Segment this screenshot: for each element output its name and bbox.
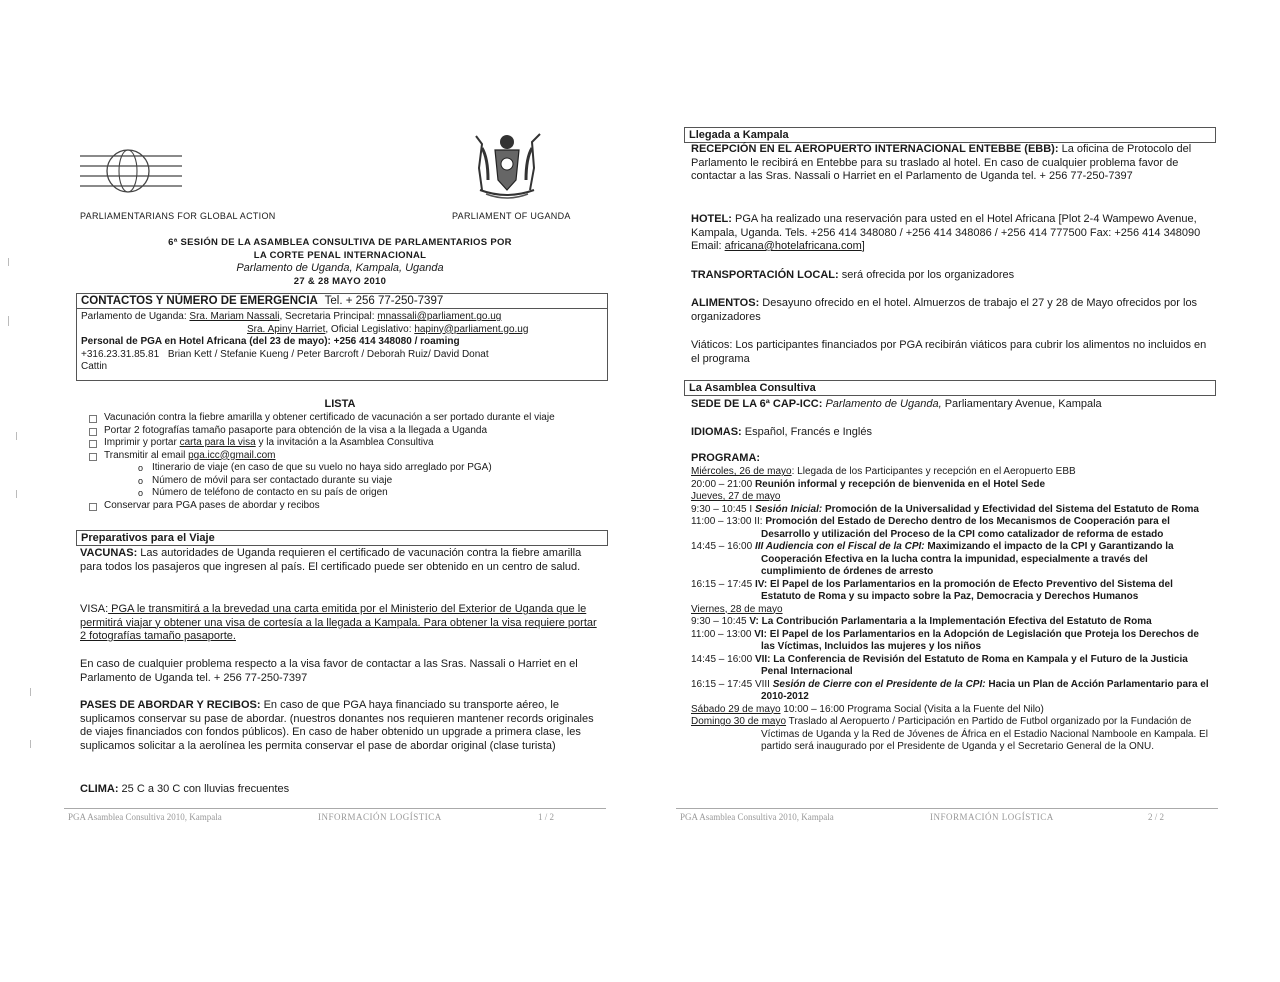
program-entry	[691, 629, 1213, 654]
contacts-box	[76, 293, 608, 381]
program-entry	[691, 541, 1213, 579]
program-day: Domingo 30 de mayo	[691, 716, 787, 727]
program-entry	[691, 516, 1213, 541]
checklist-text: y la invitación a la Asamblea Consultiva	[255, 437, 434, 448]
contact-row: Personal de PGA en Hotel Africana (del 23 de mayo): +256 414 348080 / roaming	[81, 336, 460, 347]
title-line-4: 27 & 28 MAYO 2010	[293, 276, 387, 287]
program-text: Promoción de la Universalidad y Efectividad del Sistema del Estatuto de Roma	[822, 503, 1199, 515]
checklist-item: Vacunación contra la fiebre amarilla y obtener certificado de vacunación a ser portado durante el viaje	[88, 412, 608, 425]
alimentos-text: Desayuno ofrecido en el hotel. Almuerzos de trabajo el 27 y 28 de Mayo ofrecidos por los organizadores	[691, 297, 1198, 323]
pga-org-name: PARLIAMENTARIANS FOR GLOBAL ACTION	[80, 211, 276, 221]
scan-mark	[8, 316, 9, 326]
contact-role: , Oficial Legislativo:	[325, 323, 412, 335]
title-line-2: LA CORTE PENAL INTERNACIONAL	[253, 250, 427, 261]
program-time: 9:30 – 10:45 I	[691, 503, 753, 515]
checklist-item	[88, 450, 608, 463]
vacunas-text: Las autoridades de Uganda requieren el certificado de vacunación contra la fiebre amarilla para todos los pasajeros que ingresen al país. El certificado puede ser obtenido en un centro de salud.	[80, 547, 582, 573]
hotel-email-link[interactable]: africana@hotelafricana.com	[724, 240, 862, 252]
recepcion-label: RECEPCIÓN EN EL AEROPUERTO INTERNACIONAL ENTEBBE (EBB):	[691, 143, 1059, 155]
lista-title: LISTA	[324, 398, 356, 410]
program-time: 16:15 – 17:45 VIII	[691, 678, 770, 690]
hotel-paragraph	[691, 213, 1211, 254]
program-day: Viernes, 28 de mayo	[691, 603, 783, 615]
programa-heading: PROGRAMA:	[691, 452, 761, 464]
sede-place: Parlamento de Uganda,	[822, 398, 942, 410]
asamblea-section-header: La Asamblea Consultiva	[684, 380, 1216, 396]
program-entry	[691, 704, 1213, 717]
checklist-text: Transmitir al email	[104, 449, 189, 461]
title-line-1: 6ª SESIÓN DE LA ASAMBLEA CONSULTIVA DE PARLAMENTARIOS POR	[168, 237, 512, 248]
checklist-item	[88, 437, 608, 450]
hotel-label: HOTEL:	[691, 213, 732, 225]
uganda-org-name: PARLIAMENT OF UGANDA	[452, 211, 571, 221]
vacunas-label: VACUNAS:	[80, 547, 138, 559]
recepcion-paragraph	[691, 143, 1211, 184]
program-day: Jueves, 27 de mayo	[691, 491, 781, 502]
program-session: Sesión de Cierre con el Presidente de la CPI:	[769, 678, 986, 690]
page-2	[640, 0, 1280, 982]
sede-label: SEDE DE LA 6ª CAP-ICC:	[691, 398, 823, 410]
pases-text: En caso de que PGA haya financiado su transporte aéreo, le suplicamos conservar su pase de abordar. (nuestros donantes nos requieren mantener records originales de viajes financiados con fondos públicos). En caso de haber obtenido un upgrade a primera clase, les suplicamos solicitar a la aerolínea les permita conservar el pase de abordar original (clase turista)	[80, 699, 594, 752]
program-time: 11:00 – 13:00	[691, 628, 752, 640]
uganda-coat-of-arms-icon	[466, 128, 548, 204]
footer-rule	[64, 808, 606, 809]
footer-left: PGA Asamblea Consultiva 2010, Kampala	[680, 812, 834, 822]
contact-email-link[interactable]: mnassali@parliament.go.ug	[377, 311, 502, 322]
checklist-text: Imprimir y portar	[104, 437, 180, 448]
contact-role: , Secretaria Principal:	[279, 311, 375, 322]
transporte-text: será ofrecida por los organizadores	[838, 269, 1015, 281]
document-title	[80, 236, 600, 288]
visa-paragraph	[80, 603, 602, 644]
alimentos-label: ALIMENTOS:	[691, 297, 760, 309]
program-session: III Audiencia con el Fiscal de la CPI:	[752, 541, 925, 552]
scan-mark	[8, 258, 9, 266]
contact-name: Sra. Apiny Harriet	[247, 323, 326, 335]
contact-names: Brian Kett / Stefanie Kueng / Peter Barcroft / Deborah Ruiz/ David Donat	[167, 348, 489, 360]
idiomas-label: IDIOMAS:	[691, 426, 742, 438]
program-entry	[691, 466, 1213, 479]
transporte-paragraph	[691, 269, 1211, 283]
program-entry	[691, 616, 1213, 629]
program-time: 14:45 – 16:00	[691, 653, 753, 665]
pases-paragraph	[80, 699, 602, 753]
hotel-text: PGA ha realizado una reservación para usted en el Hotel Africana [Plot 2-4 Wampewo Avenue, Kampala, Uganda. Tels. +256 414 348080 / +256 414 348086 / +256 414 777500 Fax: +256 414 348090 Email:	[691, 213, 1201, 252]
checklist-item: Conservar para PGA pases de abordar y recibos	[88, 500, 608, 513]
program-text: V: La Contribución Parlamentaria a la Implementación Efectiva del Estatuto de Roma	[746, 616, 1152, 627]
program-time: 16:15 – 17:45	[691, 578, 753, 590]
contact-phone: +316.23.31.85.81	[81, 348, 160, 360]
program-day: Miércoles, 26 de mayo	[691, 466, 792, 477]
contact-row	[81, 349, 603, 362]
program-time: 9:30 – 10:45	[691, 616, 747, 627]
program-entry	[691, 654, 1213, 679]
page-number: 1 / 2	[538, 812, 555, 822]
checklist-subitem: o Número de móvil para ser contactado durante su viaje	[138, 475, 608, 488]
checklist-subitem: o Itinerario de viaje (en caso de que su vuelo no haya sido arreglado por PGA)	[138, 462, 608, 475]
clima-text: 25 C a 30 C con lluvias frecuentes	[118, 783, 290, 795]
contacts-header	[77, 294, 607, 309]
contacts-tel: Tel. + 256 77-250-7397	[324, 295, 444, 307]
pases-label: PASES DE ABORDAR Y RECIBOS:	[80, 699, 261, 711]
program-text: Promoción del Estado de Derecho dentro de los Mecanismos de Cooperación para el Desarrollo y utilización del Proceso de la CPI como catalizador de reforma de estado	[761, 516, 1170, 540]
program-entry	[691, 479, 1213, 492]
program-time: 20:00 – 21:00	[691, 478, 753, 490]
sede-text: Parliamentary Avenue, Kampala	[941, 398, 1102, 410]
contact-email-link[interactable]: hapiny@parliament.go.ug	[414, 323, 529, 335]
program-text: Traslado al Aeropuerto / Participación en Partido de Futbol organizado por la Fundación de Víctimas de Uganda y la Red de Jóvenes de África en el Estadio Nacional Namboole en Kampala. El partido será inaugurado por el Presidente de Uganda y el Secretario General de la ONU.	[761, 716, 1208, 752]
transporte-label: TRANSPORTACIÓN LOCAL:	[691, 269, 839, 281]
visa-label: VISA:	[80, 603, 109, 615]
lista-checklist	[88, 412, 608, 512]
page-number: 2 / 2	[1148, 812, 1165, 822]
llegada-section-header: Llegada a Kampala	[684, 127, 1216, 143]
scan-mark	[30, 688, 31, 696]
program-text: Reunión informal y recepción de bienvenida en el Hotel Sede	[752, 478, 1046, 490]
program-text: VI: El Papel de los Parlamentarios en la Adopción de Legislación que Proteja los Derechos de las Víctimas, Incluidos las mujeres y los niños	[751, 628, 1199, 652]
programa-schedule	[691, 466, 1213, 754]
program-text: VII: La Conferencia de Revisión del Estatuto de Roma en Kampala y el Futuro de la Justicia Penal Internacional	[752, 653, 1188, 677]
visa-letter-link[interactable]: carta para la visa	[179, 437, 256, 448]
recepcion-text: La oficina de Protocolo del Parlamento le recibirá en Entebbe para su traslado al hotel. En caso de cualquier problema favor de contactar a las Sras. Nassali o Harriet en el Parlamento de Uganda tel. + 256 77-250-7397	[691, 143, 1192, 182]
checklist-item: Portar 2 fotografías tamaño pasaporte para obtención de la visa a la llegada a Uganda	[88, 425, 608, 438]
scan-mark	[16, 490, 17, 498]
hotel-text-end: ]	[861, 240, 865, 252]
program-time: 14:45 – 16:00	[691, 541, 753, 552]
contacts-body	[77, 309, 607, 376]
program-text: 10:00 – 16:00 Programa Social (Visita a la Fuente del Nilo)	[780, 703, 1044, 715]
idiomas-paragraph	[691, 426, 1211, 440]
prep-section-header: Preparativos para el Viaje	[76, 530, 608, 546]
footer-center: INFORMACIÓN LOGÍSTICA	[318, 812, 442, 822]
visa-contact-paragraph: En caso de cualquier problema respecto a la visa favor de contactar a las Sras. Nassali o Harriet en el Parlamento de Uganda tel. + 256 77-250-7397	[80, 658, 578, 684]
alimentos-paragraph	[691, 297, 1211, 324]
scan-mark	[16, 432, 17, 440]
title-line-3: Parlamento de Uganda, Kampala, Uganda	[236, 262, 444, 274]
program-text: : Llegada de los Participantes y recepción en el Aeropuerto EBB	[791, 466, 1076, 477]
program-text: Maximizando el impacto de la CPI y Garantizando la Cooperación Efectiva en la lucha contra la impunidad, especialmente a través del cumplimiento de órdenes de arresto	[761, 541, 1174, 577]
footer-rule	[676, 808, 1218, 809]
visa-text: PGA le transmitirá a la brevedad una carta emitida por el Ministerio del Exterior de Uganda que le permitirá viajar y obtener una visa de cortesía a la llegada a Kampala. Para obtener la visa requiere portar 2 fotografías tamaño pasaporte.	[80, 603, 597, 642]
program-day: Sábado 29 de mayo	[691, 703, 781, 715]
contact-label: Parlamento de Uganda:	[81, 311, 187, 322]
clima-paragraph	[80, 783, 602, 797]
contact-name: Sra. Mariam Nassali	[189, 311, 280, 322]
sede-paragraph	[691, 398, 1211, 412]
clima-label: CLIMA:	[80, 783, 119, 795]
scan-mark	[30, 740, 31, 748]
contact-row	[81, 311, 603, 324]
program-entry	[691, 579, 1213, 604]
pga-globe-icon	[80, 146, 182, 194]
viaticos-paragraph: Viáticos: Los participantes financiados por PGA recibirán viáticos para cubrir los alimentos no incluidos en el programa	[691, 339, 1207, 365]
program-text: Hacia un Plan de Acción Parlamentario para el 2010-2012	[761, 678, 1209, 702]
idiomas-text: Español, Francés e Inglés	[741, 426, 872, 438]
footer-left: PGA Asamblea Consultiva 2010, Kampala	[68, 812, 222, 822]
pga-email-link[interactable]: pga.icc@gmail.com	[188, 449, 276, 461]
program-time: 11:00 – 13:00 II:	[691, 516, 763, 527]
checklist-subitem: o Número de teléfono de contacto en su país de origen	[138, 487, 608, 500]
program-entry	[691, 679, 1213, 704]
contact-row	[81, 324, 603, 337]
program-entry	[691, 716, 1213, 754]
vacunas-paragraph	[80, 547, 602, 574]
program-entry	[691, 504, 1213, 517]
contact-row: Cattin	[81, 361, 108, 372]
footer-center: INFORMACIÓN LOGÍSTICA	[930, 812, 1054, 822]
program-session: Sesión Inicial:	[752, 503, 823, 515]
contacts-title: CONTACTOS Y NÚMERO DE EMERGENCIA	[81, 295, 318, 307]
program-text: IV: El Papel de los Parlamentarios en la promoción de Efecto Preventivo del Sistema del Estatuto de Roma y su impacto sobre la Paz, Democracia y Derechos Humanos	[752, 578, 1173, 602]
